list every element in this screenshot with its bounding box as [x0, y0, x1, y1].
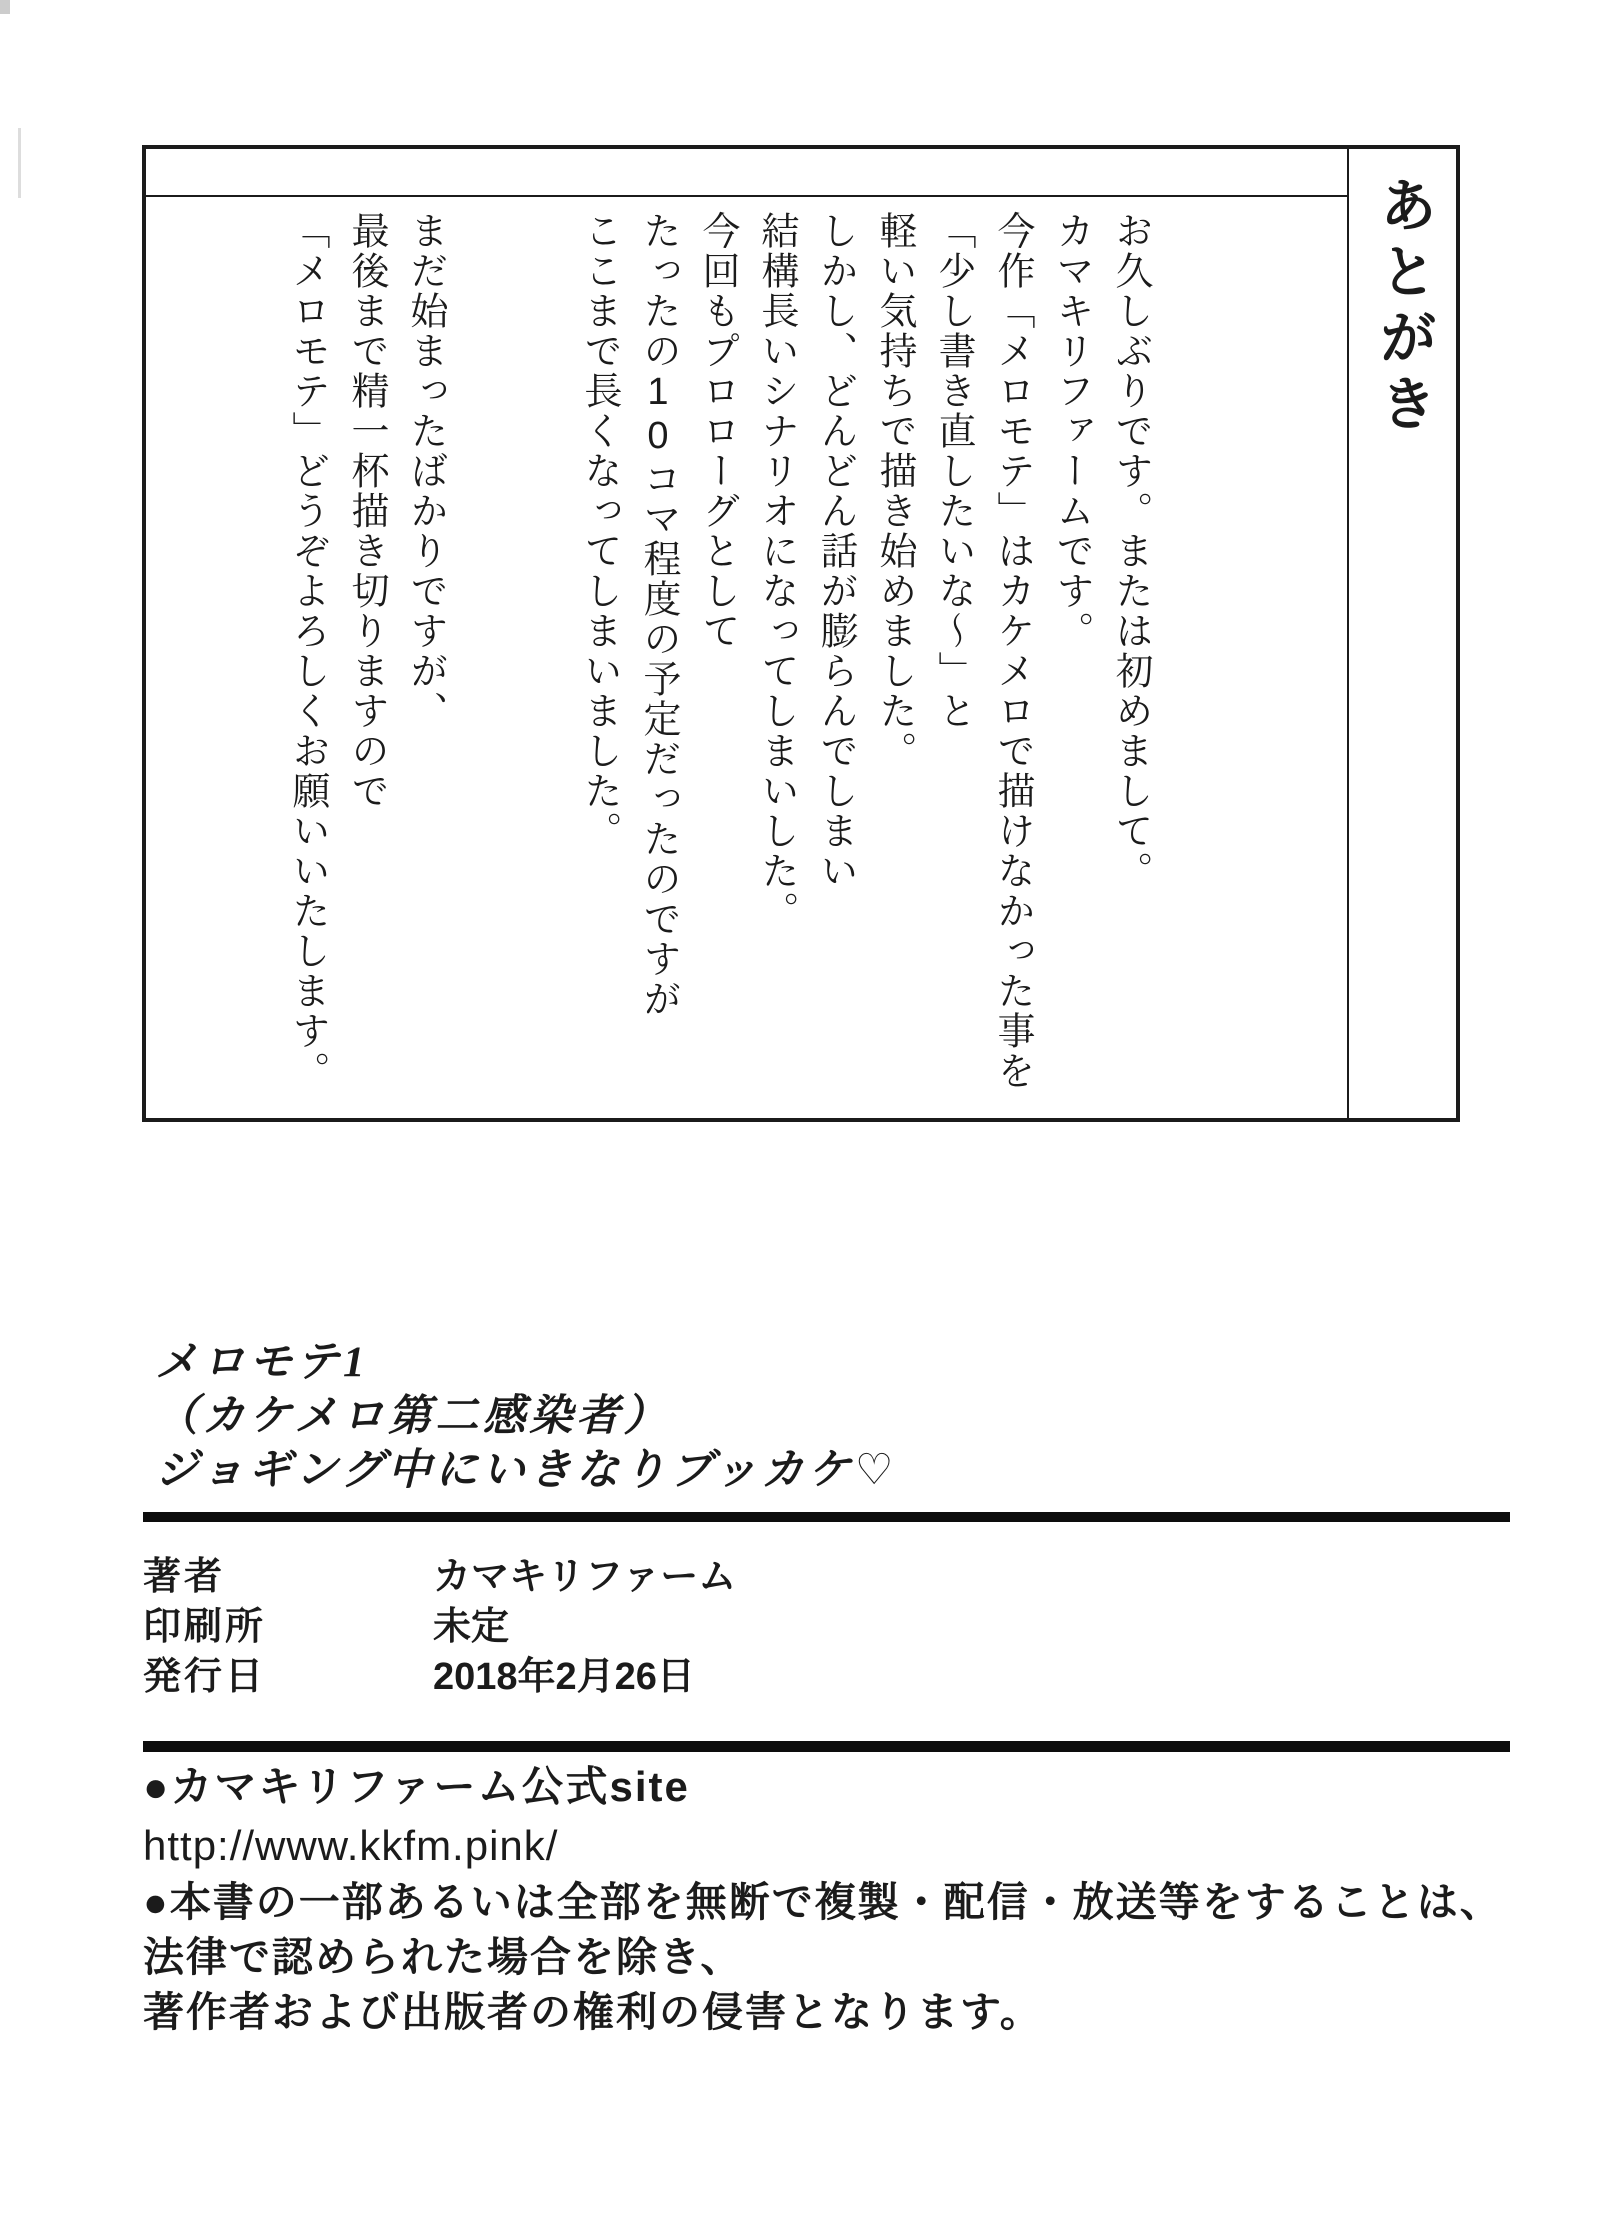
afterword-paragraph: 「メロモテ」どうぞよろしくお願いいたします。 — [286, 211, 328, 1091]
page-title: あとがき — [1370, 175, 1436, 439]
colophon-row — [143, 1652, 736, 1702]
book-title-line-2: （カケメロ第二感染者） — [155, 1393, 671, 1440]
divider-bar-bottom — [143, 1741, 1510, 1752]
afterword-paragraph: 最後まで精一杯描き切りますので — [345, 211, 387, 811]
afterword-paragraph: 結構長いシナリオになってしまいした。 — [755, 211, 797, 931]
afterword-paragraph: 「少し書き直したいな〜」と — [932, 211, 974, 731]
divider-bar-top — [143, 1512, 1510, 1522]
afterword-paragraph: ここまで長くなってしまいました。 — [578, 211, 620, 851]
copyright-line: ●本書の一部あるいは全部を無断で複製・配信・放送等をすることは、 — [143, 1879, 1503, 1925]
copyright-line: 法律で認められた場合を除き、 — [143, 1934, 744, 1980]
afterword-paragraph: 軽い気持ちで描き始めました。 — [873, 211, 915, 771]
colophon-label: 著者 — [143, 1556, 226, 1598]
footer — [143, 1757, 1530, 2040]
book-title-line-3: ジョギング中にいきなりブッカケ♡ — [155, 1447, 898, 1494]
afterword-paragraph: 今作「メロモテ」はカケメロで描けなかった事を — [991, 211, 1033, 1091]
afterword-paragraph: まだ始まったばかりですが、 — [404, 211, 446, 731]
colophon — [143, 1552, 736, 1702]
colophon-row — [143, 1552, 736, 1602]
book-title-line-1: メロモテ1 — [155, 1339, 369, 1386]
afterword-text — [146, 197, 1347, 1118]
colophon-row — [143, 1602, 736, 1652]
official-site-url: http://www.kkfm.pink/ — [143, 1822, 559, 1869]
afterword-paragraph: しかし、どんどん話が膨らんでしまい — [814, 211, 856, 891]
afterword-paragraph: たったの10コマ程度の予定だったのですが — [637, 211, 679, 1019]
afterword-paragraph: カマキリファームです。 — [1050, 211, 1092, 651]
colophon-label: 印刷所 — [143, 1606, 267, 1648]
colophon-value: 2018年2月26日 — [433, 1656, 695, 1698]
copyright-notice — [143, 1875, 1530, 2040]
colophon-value: カマキリファーム — [433, 1556, 737, 1598]
scan-artifact — [0, 0, 10, 14]
scan-artifact — [18, 128, 21, 198]
afterword-paragraph: お久しぶりです。または初めまして。 — [1109, 211, 1151, 891]
copyright-line: 著作者および出版者の権利の侵害となります。 — [143, 1989, 1043, 2035]
afterword-paragraph: 今回もプロローグとして — [696, 211, 738, 651]
official-site-label: ●カマキリファーム公式site — [143, 1763, 690, 1810]
afterword-title-column — [1347, 149, 1456, 1118]
colophon-label: 発行日 — [143, 1656, 267, 1698]
afterword-box — [142, 145, 1460, 1122]
book-title-block — [155, 1336, 897, 1498]
colophon-value: 未定 — [433, 1606, 510, 1648]
